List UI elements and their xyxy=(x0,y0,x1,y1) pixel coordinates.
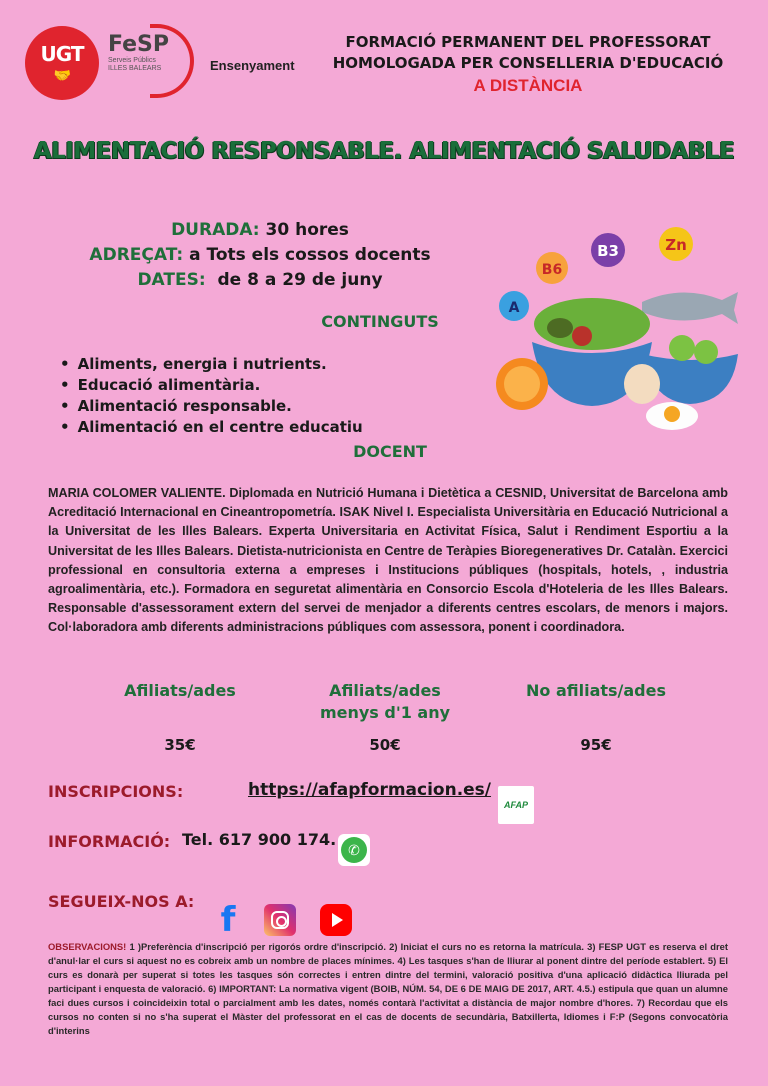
vitamin-b6-label: B6 xyxy=(541,262,563,278)
price-label-2: menys d'1 any xyxy=(319,703,451,722)
observations-label: OBSERVACIONS! xyxy=(48,941,127,952)
adrecat-label: ADREÇAT: xyxy=(89,245,184,265)
apple-icon xyxy=(669,335,695,361)
informacio-label: INFORMACIÓ: xyxy=(48,832,171,851)
list-item: • Alimentació responsable. xyxy=(60,396,400,417)
durada-row xyxy=(60,218,460,243)
observations xyxy=(48,940,728,1038)
youtube-icon[interactable] xyxy=(320,904,352,936)
facebook-icon[interactable]: f xyxy=(220,900,236,940)
header-line-3: A DISTÀNCIA xyxy=(473,76,583,95)
price-affiliates xyxy=(100,680,260,756)
segueix-label: SEGUEIX-NOS A: xyxy=(48,892,195,911)
adrecat-value: a Tots els cossos docents xyxy=(189,245,431,265)
dates-row xyxy=(60,268,460,293)
price-label: Afiliats/ades xyxy=(124,681,236,700)
fesp-subtitle-2: ILLES BALEARS xyxy=(108,65,162,72)
vitamin-b3-label: B3 xyxy=(597,242,619,260)
healthy-food-illustration xyxy=(492,224,742,439)
handshake-icon: 🤝 xyxy=(53,68,71,84)
price-non-affiliates xyxy=(496,680,696,756)
durada-label: DURADA: xyxy=(171,220,260,240)
price-value: 50€ xyxy=(369,736,401,754)
docent-bio: MARIA COLOMER VALIENTE. Diplomada en Nutrició Humana i Dietètica a CESNID, Universitat de Barcelona amb Acreditació Internacional en Cineantropometría. ISAK Nivel I. Especialista Universitària en Educació Nutricional a la Universitat de les Illes Balears. Experta Universitaria en Activitat Física, Salut i Rendiment Esportiu a la Universitat de les Illes Balears. Dietista-nutricionista en Centre de Teràpies Bioregeneratives Dr. Catalàn. Exercici professional en consultoria externa a empreses i Institucions públiques (hospitals, hotels, , industria agroalimentària, etc.). Formadora en seguretat alimentària en Consorcio Escola d'Hoteleria de les Illes Balears. Responsable d'assessorament extern del servei de menjador a diferents centres escolars, de menors i majors. Col·laboradora amb diferents administracions públiques com assessora, ponent i coordinadora. xyxy=(48,486,728,635)
phone-number[interactable]: Tel. 617 900 174. xyxy=(182,830,337,849)
header-line-1: FORMACIÓ PERMANENT DEL PROFESSORAT xyxy=(345,33,711,51)
ensenyament-label: Ensenyament xyxy=(210,58,295,73)
list-item: • Educació alimentària. xyxy=(60,375,400,396)
header-headline xyxy=(318,32,738,98)
price-value: 35€ xyxy=(164,736,196,754)
fesp-title: FeSP xyxy=(108,32,170,57)
fesp-subtitle-1: Serveis Públics xyxy=(108,57,156,64)
vitamin-a-label: A xyxy=(508,300,520,316)
inscripcions-label: INSCRIPCIONS: xyxy=(48,782,184,801)
inscription-link[interactable]: https://afapformacion.es/ xyxy=(248,780,492,800)
price-label-2 xyxy=(496,702,696,724)
list-item: • Aliments, energia i nutrients. xyxy=(60,354,400,375)
apple-icon xyxy=(694,340,718,364)
adrecat-row xyxy=(60,243,460,268)
dates-value: de 8 a 29 de juny xyxy=(217,270,383,290)
vitamin-zn-label: Zn xyxy=(665,236,687,254)
observations-text: 1 )Preferència d'inscripció per rigorós ordre d'inscripció. 2) Iniciat el curs no es retorna la matrícula. 3) FESP UGT es reserva el dret d'anul·lar el curs si aquest no es cobreix amb un nombre de places mínimes. 4) Les tasques s'han de lliurar al ponent dintre del període establert. 5) El curs es donarà per superat si totes les tasques són correctes i entren dintre del termini, valoració positiva d'una aplicació didàctica lliurada pel participant i enquesta de valoració. 6) IMPORTANT: La normativa vigent (BOIB, NÚM. 54, DE 6 DE MAIG DE 2017, ART. 4.5.) estipula que quan un alumne faci dues cursos i coincideixin total o parcialment amb les dates, només contarà l'activitat a distància de major nombre d'hores. 7) Recordau que els cursos no conten si no s'ha superat el Màster del professorat en el cas de docents de secundària, Batxillerta, Idiomes i F:P (Segons convocatòria d'interins xyxy=(48,941,728,1036)
fesp-logo xyxy=(108,32,198,94)
durada-value: 30 hores xyxy=(265,220,349,240)
list-item: • Alimentació en el centre educatiu xyxy=(60,417,400,438)
fish-icon xyxy=(642,292,738,324)
contents-list xyxy=(60,354,400,438)
docent-heading: DOCENT xyxy=(353,442,427,461)
price-label: No afiliats/ades xyxy=(525,681,666,700)
page-title: ALIMENTACIÓ RESPONSABLE. ALIMENTACIÓ SALUDABLE xyxy=(33,138,735,164)
egg-icon xyxy=(624,364,660,404)
course-info xyxy=(60,218,460,293)
price-label-2 xyxy=(100,702,260,724)
continguts-heading: CONTINGUTS xyxy=(321,312,439,331)
header-line-2: HOMOLOGADA PER CONSELLERIA D'EDUCACIÓ xyxy=(332,54,724,72)
dates-label: DATES: xyxy=(137,270,206,290)
whatsapp-icon[interactable]: ✆ xyxy=(338,834,370,866)
ugt-logo-text: UGT xyxy=(40,42,84,66)
ugt-logo xyxy=(25,26,99,100)
price-value: 95€ xyxy=(580,736,612,754)
avocado-icon xyxy=(547,318,573,338)
price-affiliates-new xyxy=(300,680,470,756)
tomato-icon xyxy=(572,326,592,346)
price-label: Afiliats/ades xyxy=(329,681,441,700)
instagram-icon[interactable] xyxy=(264,904,296,936)
afap-logo: AFAP xyxy=(498,786,534,824)
